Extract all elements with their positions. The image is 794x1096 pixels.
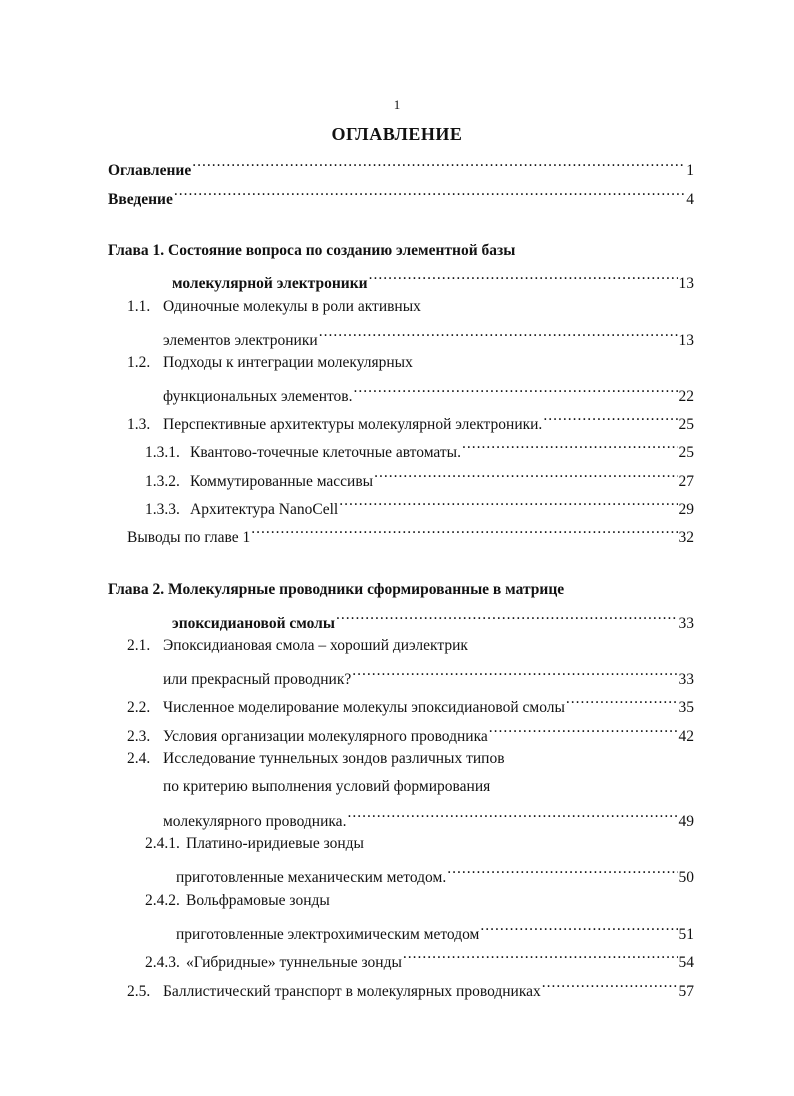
toc-section-2-5[interactable]: 2.5. Баллистический транспорт в молекулярных проводниках ..... 57 [127,976,694,1002]
toc-chapter-1-title[interactable]: Глава 1. Состояние вопроса по созданию элементной базы [108,242,516,259]
toc-chapter-1[interactable]: молекулярной электроники ..... 13 [172,268,694,294]
toc-chapter-2[interactable]: эпоксидиановой смолы ..... 33 [172,608,694,634]
toc-section-1-3-2[interactable]: 1.3.2. Коммутированные массивы ..... 27 [145,466,694,492]
toc-conclusions-chapter-1[interactable]: Выводы по главе 1 ..... 32 [127,522,694,548]
toc-section-1-2-title[interactable]: 1.2. Подходы к интеграции молекулярных [127,354,413,371]
toc-section-2-4-1-title[interactable]: 2.4.1. Платино-иридиевые зонды [145,835,364,852]
toc-section-1-2[interactable]: функциональных элементов. ..... 22 [163,381,694,407]
toc-section-2-1-title[interactable]: 2.1. Эпоксидиановая смола – хороший диэлектрик [127,637,468,654]
toc-section-2-4-2[interactable]: приготовленные электрохимическим методом ..... 51 [176,919,694,945]
toc-section-2-4-1[interactable]: приготовленные механическим методом. ..... 50 [176,862,694,888]
toc-section-2-3[interactable]: 2.3. Условия организации молекулярного проводника ..... 42 [127,721,694,747]
toc-section-1-1[interactable]: элементов электроники ..... 13 [163,325,694,351]
toc-chapter-2-title[interactable]: Глава 2. Молекулярные проводники сформированные в матрице [108,581,565,598]
toc-section-1-3-3[interactable]: 1.3.3. Архитектура NanoCell ..... 29 [145,494,694,520]
toc-section-1-3-1[interactable]: 1.3.1. Квантово-точечные клеточные автоматы. ..... 25 [145,437,694,463]
toc-section-1-3[interactable]: 1.3. Перспективные архитектуры молекулярной электроники. ..... 25 [127,409,694,435]
toc-entry-contents[interactable]: Оглавление ..... 1 [108,155,694,181]
toc-section-2-1[interactable]: или прекрасный проводник? ..... 33 [163,664,694,690]
page-title: ОГЛАВЛЕНИЕ [331,124,463,144]
toc-section-2-4[interactable]: молекулярного проводника. ..... 49 [163,806,694,832]
toc-section-2-2[interactable]: 2.2. Численное моделирование молекулы эпоксидиановой смолы ..... 35 [127,692,694,718]
toc-section-2-4-2-title[interactable]: 2.4.2. Вольфрамовые зонды [145,892,330,909]
toc-entry-introduction[interactable]: Введение ..... 4 [108,184,694,210]
toc-section-2-4-title[interactable]: 2.4. Исследование туннельных зондов различных типов [127,750,505,767]
toc-section-1-1-title[interactable]: 1.1. Одиночные молекулы в роли активных [127,298,421,315]
toc-section-2-4-title-cont[interactable]: по критерию выполнения условий формирования [163,778,491,795]
toc-section-2-4-3[interactable]: 2.4.3. «Гибридные» туннельные зонды ..... 54 [145,947,694,973]
page-number: 1 [393,97,401,112]
